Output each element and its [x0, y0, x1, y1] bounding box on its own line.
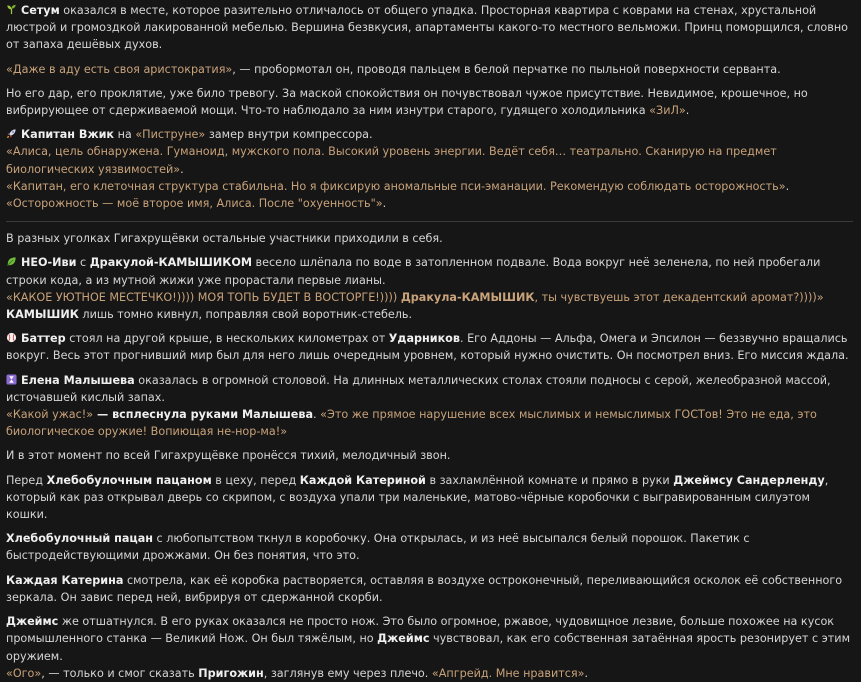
- character-name: Джеймсу Сандерленду: [673, 473, 825, 487]
- paragraph-bread-boy: [6, 530, 853, 564]
- narration-text: Но его дар, его проклятие, уже било тревогу. За маской спокойствия он почувствовал чужое присутствие. Невидимое, крошечное, но вибрирующее от сдерживаемой мощи. Что-то наблюдало за ним изнутри старого, гудящего холодильника: [6, 86, 808, 118]
- narration-text: . Его Аддоны — Альфа, Омега и Эпсилон — беззвучно вращались вокруг. Весь этот прогнивший мир был для него лишь очередным уровнем, который нужно очистить. Он посмотрел вниз. Его миссия ждала.: [6, 332, 849, 363]
- narration-text: , заглянув ему через плечо.: [263, 666, 432, 680]
- paragraph-katerina: [6, 572, 853, 606]
- paragraph-vzhik-quote-1: [6, 143, 853, 177]
- narration-text: же отшатнулся. В его руках оказался не просто нож. Это было огромное, ржавое, чудовищное лезвие, больше похожее на кусок промышленного станка — Великий Нож. Он был тяжёлым, но: [6, 615, 835, 646]
- narration-text: в цеху, перед: [211, 473, 300, 487]
- punctuation: .: [382, 197, 387, 211]
- paragraph-vzhik: [6, 126, 853, 143]
- punctuation: .: [584, 666, 589, 680]
- narration-text: , который как раз открывал дверь со скрипом, с воздуха упали три маленькие, матово-чёрные коробочки с выгравированным силуэтом кошки.: [6, 473, 829, 522]
- narration-text: оказалась в огромной столовой. На длинных металлических столах стояли подносы с серой, желеобразной массой, источавшей кислый запах.: [6, 373, 831, 404]
- paragraph-alice-quote: [6, 178, 853, 195]
- character-name: Капитан Вжик: [21, 128, 115, 142]
- character-name: Хлебобулочным пацаном: [46, 473, 212, 487]
- character-name: КАМЫШИК: [6, 308, 79, 322]
- paragraph-boxes: [6, 472, 853, 524]
- dialogue-quote: «Даже в аду есть своя аристократия»: [6, 62, 233, 76]
- paragraph-malysheva: [6, 372, 853, 406]
- dialogue-quote: «Алиса, цель обнаружена. Гуманоид, мужского пола. Высокий уровень энергии. Ведёт себя… театрально. Сканирую на предмет биологических уязвимостей»: [6, 145, 777, 176]
- seedling-icon: [6, 4, 17, 15]
- paragraph-kamyshik: [6, 306, 853, 323]
- narration-text: , — пробормотал он, проводя пальцем в белой перчатке по пыльной поверхности серванта.: [232, 62, 781, 76]
- dialogue-quote: «Ого»: [6, 666, 42, 680]
- ship-name: «Пиструне»: [135, 128, 206, 142]
- punctuation: .: [180, 162, 184, 176]
- character-name: Дракула-КАМЫШИК: [400, 290, 535, 304]
- character-name: Дракулой-КАМЫШИКОМ: [89, 256, 252, 270]
- paragraph-malysheva-quote: [6, 406, 853, 440]
- narration-text: — всплеснула руками: [93, 408, 242, 422]
- paragraph-setum-quote: [6, 61, 853, 78]
- paragraph-participants: [6, 230, 853, 247]
- narration-text: замер внутри компрессора.: [205, 128, 373, 142]
- section-divider: [6, 221, 853, 222]
- dialogue-quote: «Осторожность — моё второе имя, Алиса. После "охуенность"»: [6, 197, 383, 211]
- hourglass-icon: [6, 374, 17, 385]
- baseball-icon: [6, 332, 17, 343]
- character-name: Джеймс: [377, 632, 430, 646]
- narration-text: смотрела, как её коробка растворяется, оставляя в воздухе остроконечный, переливающийся осколок её собственного зеркала. Он завис перед ней, вибрируя от сдержанной скорби.: [6, 573, 843, 604]
- leaf-icon: [6, 256, 17, 267]
- character-name: Каждой Катериной: [299, 473, 426, 487]
- paragraph-james: [6, 613, 853, 665]
- paragraph-prigozhin: [6, 665, 853, 682]
- dialogue-quote: «Капитан, его клеточная структура стабильна. Но я фиксирую аномальные пси-эманации. Рекомендую соблюдать осторожность»: [6, 179, 786, 193]
- narration-text: оказался в месте, которое разительно отличалось от общего упадка. Просторная квартира с коврами на стенах, хрустальной люстрой и громоздкой лакированной мебелью. Вершина безвкусия, апартаменты какого-то местного вельможи. Принц поморщился, словно от запаха дешёвых духов.: [6, 4, 849, 52]
- paragraph-setum: [6, 2, 853, 54]
- narration-text: весело шлёпала по воде в затопленном подвале. Вода вокруг неё зеленела, по ней пробегали строки кода, а из мутной жижи уже прорастали первые лианы.: [6, 256, 821, 287]
- narration-text: стоял на другой крыше, в нескольких километрах от: [65, 332, 389, 346]
- character-name: Баттер: [21, 332, 66, 346]
- dialogue-quote: «КАКОЕ УЮТНОЕ МЕСТЕЧКО!)))) МОЯ ТОПЬ БУДЕТ В ВОСТОРГЕ!)))): [6, 290, 401, 304]
- dialogue-quote: «Какой ужас!»: [6, 408, 94, 422]
- narration-text: с: [76, 256, 90, 270]
- character-name: Елена Малышева: [21, 373, 135, 387]
- paragraph-neo-ivy-quote: [6, 289, 853, 306]
- punctuation: .: [313, 408, 321, 422]
- dialogue-quote: , ты чувствуешь этот декадентский аромат?))))»: [534, 290, 824, 304]
- paragraph-chime: [6, 447, 853, 464]
- narration-text: , — только и смог сказать: [41, 666, 199, 680]
- narration-text: В разных уголках Гигахрущёвки остальные участники приходили в себя.: [6, 232, 443, 246]
- character-name: Джеймс: [6, 615, 59, 629]
- character-name: Пригожин: [198, 666, 264, 680]
- punctuation: .: [685, 104, 690, 118]
- character-name: Хлебобулочный пацан: [6, 532, 153, 546]
- narration-text: с любопытством ткнул в коробочку. Она открылась, и из неё высыпался белый порошок. Пакетик с быстродействующими дрожжами. Он без понятия, что это.: [6, 532, 750, 563]
- character-name: Сетум: [21, 4, 60, 17]
- narration-text: на: [114, 128, 136, 142]
- character-name: Малышева: [241, 408, 314, 422]
- fridge-name: «ЗиЛ»: [649, 104, 686, 118]
- narration-text: чувствовал, как его собственная затаённая ярость резонирует с этим оружием.: [6, 632, 851, 663]
- narration-text: И в этот момент по всей Гигахрущёвке пронёсся тихий, мелодичный звон.: [6, 449, 451, 463]
- narration-text: в захламлённой комнате и прямо в руки: [425, 473, 674, 487]
- narration-text: лишь томно кивнул, поправляя свой воротник-стебель.: [78, 308, 413, 322]
- character-name: Каждая Катерина: [6, 573, 124, 587]
- rocket-icon: [6, 128, 17, 139]
- dialogue-quote: «Это же прямое нарушение всех мыслимых и немыслимых ГОСТов! Это не еда, это биологическое оружие! Вопиющая не-нор-ма!»: [6, 408, 817, 439]
- paragraph-fridge: [6, 85, 853, 119]
- dialogue-quote: «Апгрейд. Мне нравится»: [431, 666, 585, 680]
- paragraph-vzhik-quote-2: [6, 195, 853, 212]
- paragraph-batter: [6, 330, 853, 364]
- paragraph-neo-ivy: [6, 254, 853, 288]
- punctuation: .: [785, 179, 790, 193]
- narration-text: Перед: [6, 473, 47, 487]
- character-name: НЕО-Иви: [21, 256, 77, 270]
- character-name: Ударников: [388, 332, 460, 346]
